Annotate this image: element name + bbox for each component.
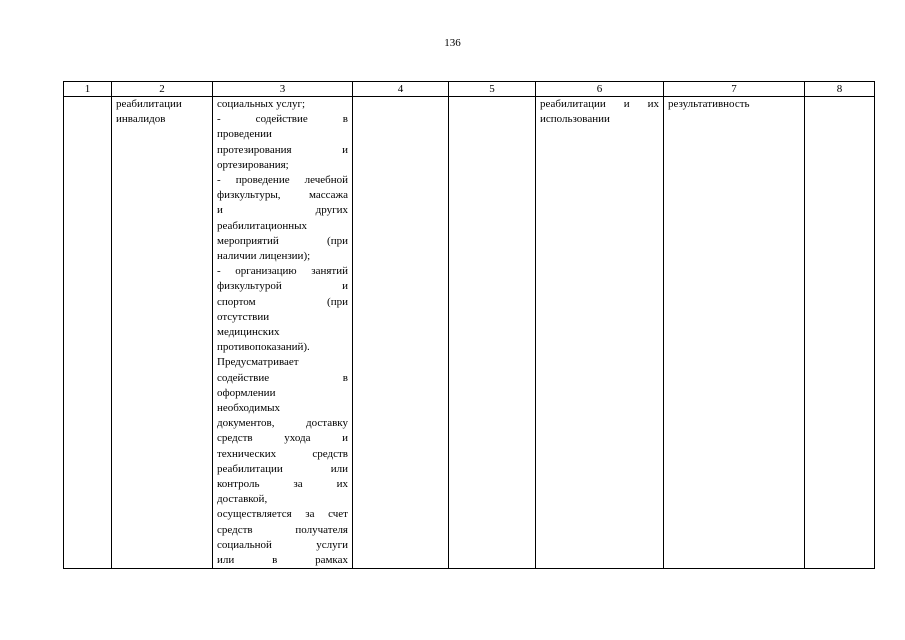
cell-col3-line: мероприятий (при — [217, 234, 348, 247]
cell-col7: результативность — [664, 97, 805, 569]
cell-col3-line: технических средств — [217, 447, 348, 460]
column-header-1: 1 — [64, 82, 112, 97]
cell-col6-line: реабилитации и их — [540, 98, 659, 110]
cell-col3-line: проведении — [217, 128, 272, 141]
cell-col3-line: социальных услуг; — [217, 98, 306, 110]
cell-col1 — [64, 97, 112, 569]
column-header-6: 6 — [536, 82, 664, 97]
cell-col3-line: контроль за их — [217, 478, 348, 491]
cell-col6 — [536, 97, 664, 569]
cell-col3-line: необходимых — [217, 402, 281, 415]
cell-col3-line: оформлении — [217, 386, 276, 399]
cell-col6-line: использовании — [540, 113, 610, 126]
cell-col3-line: физкультуры, массажа — [217, 189, 348, 202]
cell-col3-line: противопоказаний). — [217, 341, 310, 354]
services-table — [63, 81, 875, 569]
cell-col3-line: или в рамках — [217, 554, 348, 567]
cell-col2 — [112, 97, 213, 569]
column-header-4: 4 — [353, 82, 449, 97]
column-header-7: 7 — [664, 82, 805, 97]
cell-col3-line: - содействие в — [217, 113, 348, 126]
cell-col3-line: и других — [217, 204, 348, 217]
cell-col3-line: реабилитации или — [217, 462, 348, 475]
cell-col3-line: физкультурой и — [217, 280, 348, 293]
cell-col3-line: ортезирования; — [217, 158, 289, 171]
page-number: 136 — [444, 37, 461, 49]
cell-col3-line: наличии лицензии); — [217, 250, 311, 263]
cell-col8 — [805, 97, 875, 569]
cell-col3-line: - проведение лечебной — [217, 174, 348, 187]
cell-col2-line: реабилитации — [116, 98, 182, 110]
cell-col4 — [353, 97, 449, 569]
column-header-8: 8 — [805, 82, 875, 97]
cell-col3-line: отсутствии — [217, 310, 270, 323]
column-header-2: 2 — [112, 82, 213, 97]
cell-col3-line: социальной услуги — [217, 538, 348, 551]
cell-col3-line: средств ухода и — [217, 432, 348, 445]
cell-col3-line: протезирования и — [217, 143, 348, 156]
cell-col2-line: инвалидов — [116, 113, 166, 126]
cell-col3-line: средств получателя — [217, 523, 348, 536]
cell-col3-line: медицинских — [217, 326, 280, 339]
table-row — [64, 97, 875, 569]
cell-col3-line: осуществляется за счет — [217, 508, 348, 521]
cell-col3-line: спортом (при — [217, 295, 348, 308]
cell-col3 — [213, 97, 353, 569]
header-row — [64, 82, 875, 97]
cell-col3-line: доставкой, — [217, 493, 268, 506]
column-header-5: 5 — [449, 82, 536, 97]
cell-col3-line: содействие в — [217, 371, 348, 384]
cell-col3-line: документов, доставку — [217, 417, 348, 430]
cell-col3-line: - организацию занятий — [217, 265, 348, 278]
cell-col3-line: реабилитационных — [217, 219, 308, 232]
cell-col3-line: Предусматривает — [217, 356, 299, 369]
column-header-3: 3 — [213, 82, 353, 97]
cell-col5 — [449, 97, 536, 569]
